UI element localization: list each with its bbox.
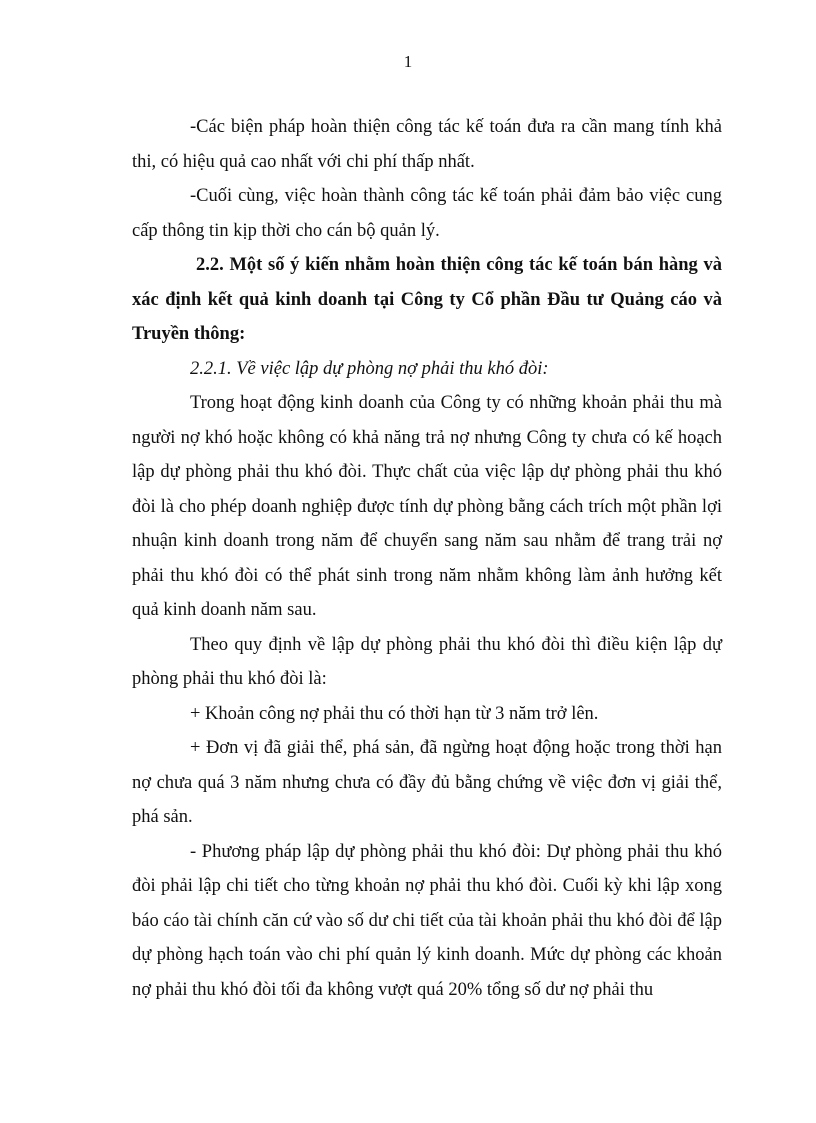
page-number: 1 (403, 52, 413, 71)
paragraph-measures-feasibility: -Các biện pháp hoàn thiện công tác kế toán đưa ra cần mang tính khả thi, có hiệu quả cao nhất với chi phí thấp nhất. (132, 117, 722, 172)
document-body (132, 110, 722, 1007)
paragraph-provision-conditions: Theo quy định về lập dự phòng phải thu khó đòi thì điều kiện lập dự phòng phải thu khó đòi là: (132, 634, 722, 689)
paragraph-bad-debt-provision: Trong hoạt động kinh doanh của Công ty có những khoản phải thu mà người nợ khó hoặc không có khả năng trả nợ nhưng Công ty chưa có kế hoạch lập dự phòng phải thu khó đòi. Thực chất của việc lập dự phòng phải thu khó đòi là cho phép doanh nghiệp được tính dự phòng bằng cách trích một phần lợi nhuận kinh doanh trong năm để chuyển sang năm sau nhằm để trang trải nợ phải thu khó đòi có thể phát sinh trong năm nhằm không làm ảnh hưởng kết quả kinh doanh năm sau. (132, 393, 722, 620)
subsection-heading-2-2-1: 2.2.1. Về việc lập dự phòng nợ phải thu khó đòi: (190, 358, 549, 379)
list-item-condition-2: + Đơn vị đã giải thể, phá sản, đã ngừng hoạt động hoặc trong thời hạn nợ chưa quá 3 năm nhưng chưa có đầy đủ bằng chứng về việc đơn vị giải thể, phá sản. (132, 738, 722, 827)
list-item-condition-1: + Khoản công nợ phải thu có thời hạn từ 3 năm trở lên. (190, 703, 599, 724)
paragraph-timely-information: -Cuối cùng, việc hoàn thành công tác kế toán phải đảm bảo việc cung cấp thông tin kịp thời cho cán bộ quản lý. (132, 186, 722, 241)
section-heading-2-2: 2.2. Một số ý kiến nhằm hoàn thiện công tác kế toán bán hàng và xác định kết quả kinh doanh tại Công ty Cổ phần Đầu tư Quảng cáo và Truyền thông: (132, 255, 722, 344)
paragraph-provision-method: - Phương pháp lập dự phòng phải thu khó đòi: Dự phòng phải thu khó đòi phải lập chi tiết cho từng khoản nợ phải thu khó đòi. Cuối kỳ khi lập xong báo cáo tài chính căn cứ vào số dư chi tiết của tài khoản phải thu khó đòi để lập dự phòng hạch toán vào chi phí quản lý kinh doanh. Mức dự phòng các khoản nợ phải thu khó đòi tối đa không vượt quá 20% tổng số dư nợ phải thu (132, 841, 722, 1000)
